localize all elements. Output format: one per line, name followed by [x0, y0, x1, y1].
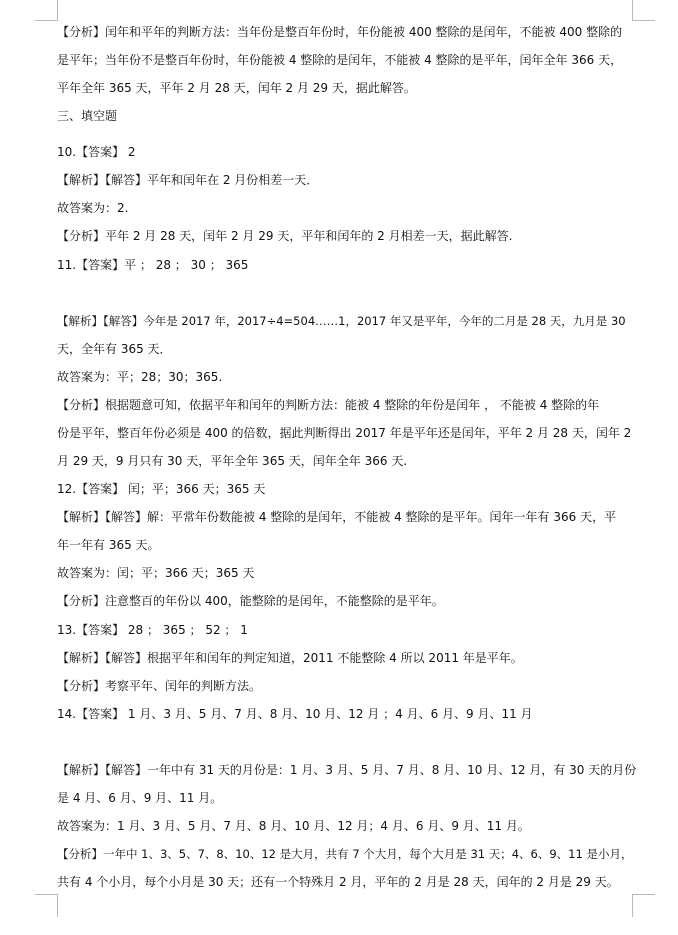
corner-mark-top-right [632, 0, 655, 21]
text-line: 【解析】【解答】根据平年和闰年的判定知道，2011 不能整除 4 所以 2011 年是平年。 [57, 651, 523, 665]
text-line: 故答案为：平；28；30；365. [57, 370, 223, 384]
text-line: 【解析】【解答】一年中有 31 天的月份是：1 月、3 月、5 月、7 月、8 月、10 月、12 月，有 30 天的月份 [57, 763, 637, 777]
text-line: 【分析】闰年和平年的判断方法：当年份是整百年份时，年份能被 400 整除的是闰年，不能被 400 整除的 [57, 25, 623, 39]
text-line: 故答案为：2. [57, 201, 129, 215]
text-line: 平年全年 365 天，平年 2 月 28 天，闰年 2 月 29 天，据此解答。 [57, 81, 416, 95]
text-line: 是 4 月、6 月、9 月、11 月。 [57, 791, 223, 805]
text-line: 是平年；当年份不是整百年份时，年份能被 4 整除的是闰年，不能被 4 整除的是平年，闰年全年 366 天， [57, 53, 623, 67]
text-line: 故答案为：闰；平；366 天；365 天 [57, 566, 255, 580]
text-line: 故答案为：1 月、3 月、5 月、7 月、8 月、10 月、12 月；4 月、6 月、9 月、11 月。 [57, 819, 530, 833]
text-line: 共有 4 个小月，每个小月是 30 天；还有一个特殊月 2 月，平年的 2 月是 28 天，闰年的 2 月是 29 天。 [57, 875, 619, 889]
text-line: 【分析】根据题意可知，依据平年和闰年的判断方法：能被 4 整除的年份是闰年 ， 不能被 4 整除的年 [57, 398, 600, 412]
text-line: 【分析】考察平年、闰年的判断方法。 [57, 679, 262, 693]
text-line: 【解析】【解答】平年和闰年在 2 月份相差一天． [57, 173, 319, 187]
answer-line: 11.【答案】平 ； 28 ； 30 ； 365 [57, 258, 249, 272]
text-line: 年一年有 365 天。 [57, 538, 160, 552]
answer-line: 13.【答案】 28 ； 365 ； 52 ； 1 [57, 623, 248, 637]
corner-mark-top-left [35, 0, 58, 21]
text-line: 【分析】平年 2 月 28 天，闰年 2 月 29 天，平年和闰年的 2 月相差一天，据此解答. [57, 229, 513, 243]
text-line: 【解析】【解答】解：平常年份数能被 4 整除的是闰年，不能被 4 整除的是平年。闰年一年有 366 天，平 [57, 510, 617, 524]
text-line: 【分析】一年中 1、3、5、7、8、10、12 是大月，共有 7 个大月，每个大月是 31 天；4、6、9、11 是小月， [57, 847, 633, 861]
text-line: 【解析】【解答】今年是 2017 年，2017÷4=504……1，2017 年又是平年，今年的二月是 28 天，九月是 30 [57, 314, 626, 328]
text-line: 月 29 天，9 月只有 30 天，平年全年 365 天，闰年全年 366 天. [57, 454, 408, 468]
text-line: 份是平年，整百年份必须是 400 的倍数，据此判断得出 2017 年是平年还是闰年，平年 2 月 28 天，闰年 2 [57, 426, 632, 440]
answer-line: 14.【答案】 1 月、3 月、5 月、7 月、8 月、10 月、12 月 ；4 月、6 月、9 月、11 月 [57, 707, 533, 721]
answer-line: 12.【答案】 闰；平；366 天；365 天 [57, 482, 266, 496]
corner-mark-bottom-right [632, 894, 655, 917]
text-line: 天，全年有 365 天． [57, 342, 172, 356]
answer-line: 10.【答案】 2 [57, 145, 136, 159]
text-line: 【分析】注意整百的年份以 400，能整除的是闰年，不能整除的是平年。 [57, 594, 444, 608]
corner-mark-bottom-left [35, 894, 58, 917]
section-heading: 三、填空题 [57, 109, 118, 123]
